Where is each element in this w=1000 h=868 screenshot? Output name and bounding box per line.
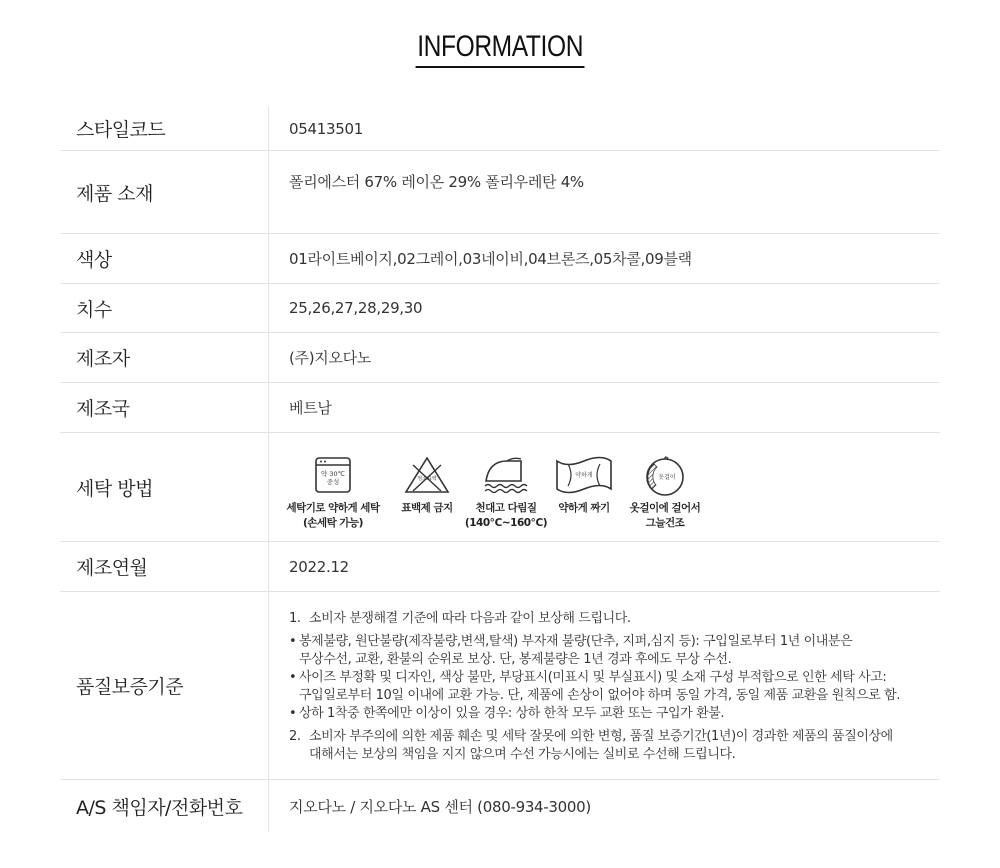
column-divider — [268, 780, 269, 832]
row-label: 제품 소재 — [76, 182, 153, 205]
warranty-bullet: • 사이즈 부정확 및 디자인, 색상 불만, 부당표시(미표시 및 부실표시) 및 소재 구성 부적합으로 인한 세탁 사고: 구입일로부터 10일 이내에 교환 가능. 단, 제품에 손상이 없어야 하며 동일 가격, 동일 제품 교환을 원칙으로 함. — [289, 670, 901, 703]
row-quality-warranty — [60, 592, 940, 780]
hang-dry-shade-icon — [642, 455, 688, 497]
row-label: 제조연월 — [76, 557, 148, 579]
column-divider — [268, 383, 269, 432]
wash-caption: 세탁기로 약하게 세탁 (손세탁 가능) — [286, 502, 380, 529]
column-divider — [268, 333, 269, 382]
product-info-table — [60, 107, 940, 832]
row-label: 색상 — [76, 249, 112, 271]
row-label: 치수 — [76, 298, 112, 321]
column-divider — [268, 234, 269, 283]
laundry-item-bleach — [394, 455, 460, 531]
no-bleach-icon — [403, 455, 451, 495]
row-country — [60, 383, 940, 433]
after-service-value: 지오다노 / 지오다노 AS 센터 (080-934-3000) — [289, 797, 591, 816]
column-divider — [268, 107, 269, 150]
manufacturer-value: (주)지오다노 — [289, 349, 372, 367]
svg-text:옷걸이: 옷걸이 — [658, 474, 676, 481]
laundry-item-wring — [552, 455, 616, 531]
row-size — [60, 284, 940, 333]
bleach-caption: 표백제 금지 — [401, 502, 453, 514]
warranty-item-2: 2. 소비자 부주의에 의한 제품 훼손 및 세탁 잘못에 의한 변형, 품질 보증기간(1년)이 경과한 제품의 품질이상에 대해서는 보상의 책임을 지지 않으며 수선 가능시에는 실비로 수선해 드립니다. — [289, 729, 893, 762]
column-divider — [268, 542, 269, 591]
style-code-value: 05413501 — [289, 119, 363, 138]
laundry-icons — [276, 455, 714, 531]
warranty-item-1: 1. 소비자 분쟁해결 기준에 따라 다음과 같이 보상해 드립니다. — [289, 611, 631, 626]
row-after-service — [60, 780, 940, 832]
row-label: 제조자 — [76, 348, 130, 370]
warranty-bullet: • 상하 1착중 한쪽에만 이상이 있을 경우: 상하 한착 모두 교환 또는 구입가 환불. — [289, 706, 725, 721]
gentle-wring-icon — [554, 455, 614, 495]
size-value: 25,26,27,28,29,30 — [289, 299, 423, 317]
color-value: 01라이트베이지,02그레이,03네이비,04브론즈,05차콜,09블랙 — [289, 250, 692, 268]
wring-caption: 약하게 짜기 — [558, 502, 610, 514]
iron-icon — [481, 455, 531, 495]
row-label: 제조국 — [76, 398, 130, 420]
warranty-text — [289, 610, 940, 764]
row-label: 품질보증기준 — [76, 676, 184, 698]
laundry-item-iron — [464, 455, 548, 531]
row-manufacturer — [60, 333, 940, 383]
row-color — [60, 234, 940, 284]
manufacture-date-value: 2022.12 — [289, 557, 349, 576]
row-label: A/S 책임자/전화번호 — [76, 796, 243, 819]
country-value: 베트남 — [289, 399, 332, 417]
material-value: 폴리에스터 67% 레이온 29% 폴리우레탄 4% — [289, 173, 584, 191]
page-title: INFORMATION — [415, 30, 584, 68]
svg-text:염소표백: 염소표백 — [417, 476, 437, 482]
page-title-wrap — [0, 30, 1000, 68]
row-laundry — [60, 433, 940, 542]
laundry-item-wash — [276, 455, 390, 531]
column-divider — [268, 284, 269, 332]
svg-text:약하게: 약하게 — [575, 472, 593, 479]
svg-text:약 30℃: 약 30℃ — [321, 470, 345, 478]
dry-caption: 옷걸이에 걸어서 그늘건조 — [629, 502, 701, 529]
column-divider — [268, 592, 269, 779]
row-label: 스타일코드 — [76, 119, 166, 141]
warranty-bullet: • 봉제불량, 원단불량(제작불량,변색,탈색) 부자재 불량(단추, 지퍼,심지 등): 구입일로부터 1년 이내분은 무상수선, 교환, 환불의 순위로 보상. 단, 봉제불량은 1년 경과 후에도 무상 수선. — [289, 634, 853, 667]
row-label: 세탁 방법 — [76, 477, 153, 500]
hand-wash-icon — [313, 455, 353, 495]
column-divider — [268, 151, 269, 233]
row-manufacture-date — [60, 542, 940, 592]
column-divider — [268, 433, 269, 541]
laundry-item-dry — [620, 455, 710, 531]
svg-text:중성: 중성 — [326, 478, 340, 486]
iron-caption: 천대고 다림질 (140℃~160℃) — [464, 502, 548, 529]
row-material — [60, 151, 940, 234]
row-style-code — [60, 107, 940, 151]
